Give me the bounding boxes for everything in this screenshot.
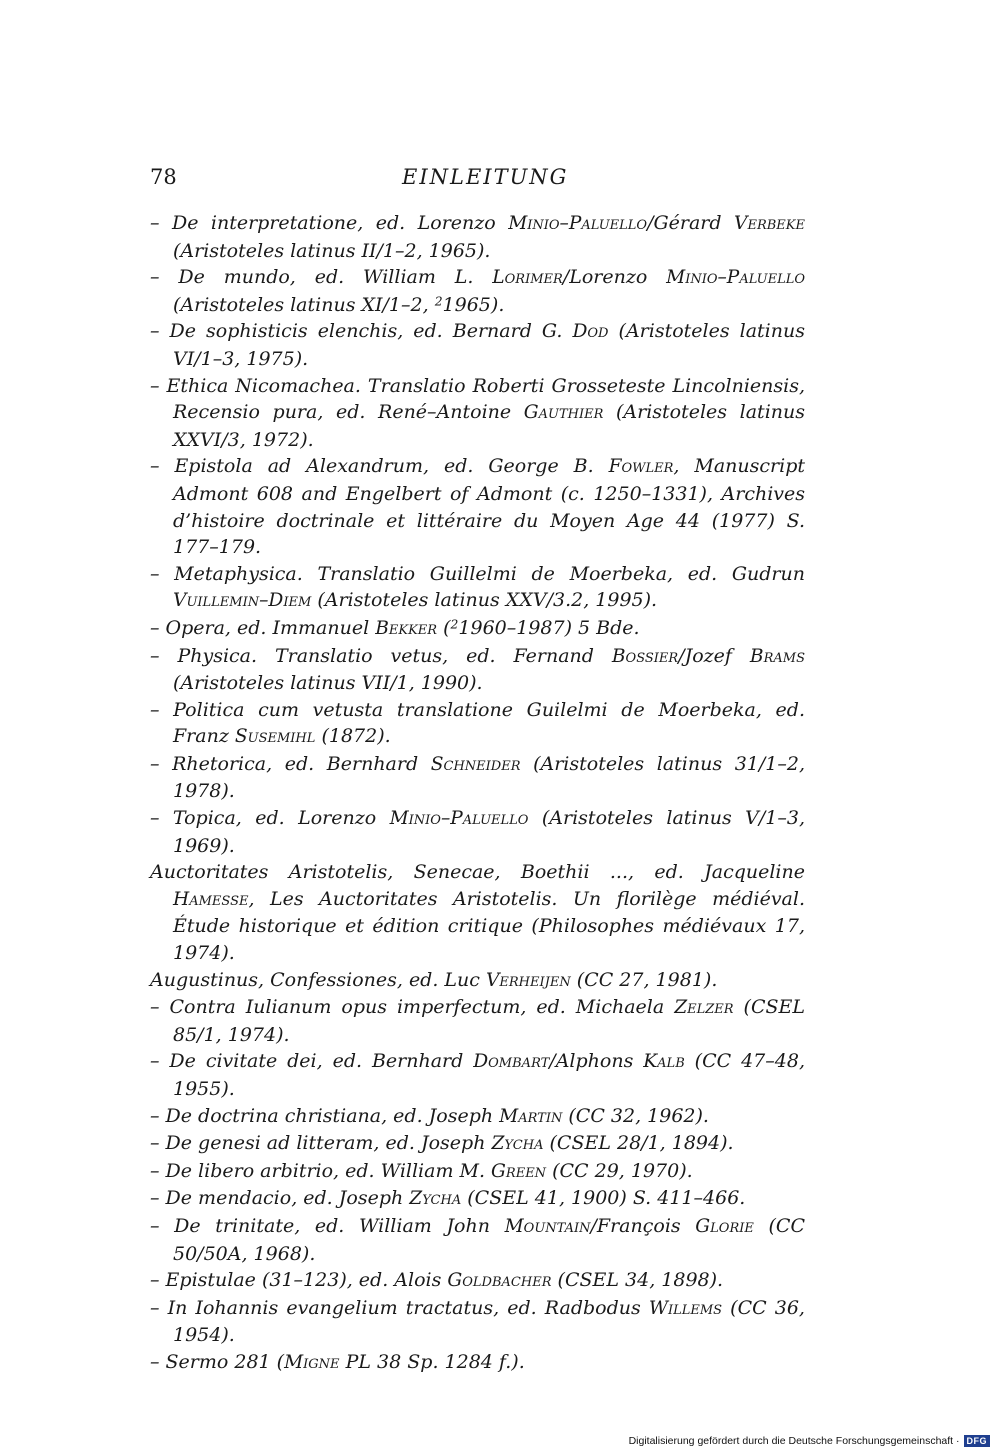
bibliography-entry: – Physica. Translatio vetus, ed. Fernand Bossier/Jozef Brams (Aristoteles latinus VII/1, 1990).	[150, 644, 805, 695]
bibliography-list	[150, 210, 805, 1377]
bibliography-entry: – De interpretatione, ed. Lorenzo Minio–Paluello/Gérard Verbeke (Aristoteles latinus II/1–2, 1965).	[150, 212, 805, 262]
bibliography-entry: – De mundo, ed. William L. Lorimer/Lorenzo Minio–Paluello (Aristoteles latinus XI/1–2, $^2$1965).	[150, 266, 806, 316]
bibliography-entry: – Sermo 281 (Migne PL 38 Sp. 1284 f.).	[150, 1350, 525, 1373]
running-head: EINLEITUNG	[402, 165, 569, 189]
bibliography-entry: – Contra Iulianum opus imperfectum, ed. Michaela Zelzer (CSEL 85/1, 1974).	[150, 996, 805, 1046]
bibliography-entry: – De mendacio, ed. Joseph Zycha (CSEL 41, 1900) S. 411–466.	[150, 1187, 746, 1210]
bibliography-entry: – De trinitate, ed. William John Mountain/François Glorie (CC 50/50A, 1968).	[150, 1214, 805, 1265]
bibliography-entry: – Epistulae (31–123), ed. Alois Goldbacher (CSEL 34, 1898).	[150, 1269, 724, 1292]
bibliography-entry: – De libero arbitrio, ed. William M. Green (CC 29, 1970).	[150, 1159, 693, 1182]
credit-text: Digitalisierung gefördert durch die Deutsche Forschungsgemeinschaft ·	[628, 1435, 960, 1447]
bibliography-entry: – Ethica Nicomachea. Translatio Roberti Grosseteste Lincolniensis, Recensio pura, ed. René–Antoine Gauthier (Aristoteles latinus XXVI/3, 1972).	[150, 374, 805, 451]
bibliography-entry: – Metaphysica. Translatio Guillelmi de Moerbeka, ed. Gudrun Vuillemin–Diem (Aristoteles latinus XXV/3.2, 1995).	[150, 562, 805, 612]
bibliography-entry: – De civitate dei, ed. Bernhard Dombart/Alphons Kalb (CC 47–48, 1955).	[150, 1050, 805, 1100]
bibliography-entry: – Rhetorica, ed. Bernhard Schneider (Aristoteles latinus 31/1–2, 1978).	[150, 752, 806, 803]
dfg-logo: DFG	[964, 1435, 991, 1447]
bibliography-entry: – De doctrina christiana, ed. Joseph Martin (CC 32, 1962).	[150, 1104, 709, 1127]
bibliography-entry: – De genesi ad litteram, ed. Joseph Zycha (CSEL 28/1, 1894).	[150, 1132, 734, 1155]
bibliography-entry: Auctoritates Aristotelis, Senecae, Boethii ..., ed. Jacqueline Hamesse, Les Auctoritates Aristotelis. Un florilège médiéval. Étude historique et édition critique (Philosophes médiévaux 17, 1974).	[150, 861, 805, 965]
bibliography-entry: – Politica cum vetusta translatione Guilelmi de Moerbeka, ed. Franz Susemihl (1872).	[150, 698, 805, 748]
bibliography-entry: – Opera, ed. Immanuel Bekker ($^2$1960–1987) 5 Bde.	[150, 616, 640, 639]
bibliography-entry: – Topica, ed. Lorenzo Minio–Paluello (Aristoteles latinus V/1–3, 1969).	[150, 807, 805, 857]
digitization-credit	[629, 1435, 990, 1447]
bibliography-entry: – In Iohannis evangelium tractatus, ed. Radbodus Willems (CC 36, 1954).	[150, 1296, 805, 1347]
bibliography-entry: – De sophisticis elenchis, ed. Bernard G. Dod (Aristoteles latinus VI/1–3, 1975).	[150, 320, 805, 370]
bibliography-entry: – Epistola ad Alexandrum, ed. George B. Fowler, Manuscript Admont 608 and Engelbert of Admont (c. 1250–1331), Archives d’histoire doctrinale et littéraire du Moyen Age 44 (1977) S. 177–179.	[150, 455, 806, 559]
page-number: 78	[150, 165, 177, 189]
bibliography-entry: Augustinus, Confessiones, ed. Luc Verheijen (CC 27, 1981).	[150, 968, 718, 991]
